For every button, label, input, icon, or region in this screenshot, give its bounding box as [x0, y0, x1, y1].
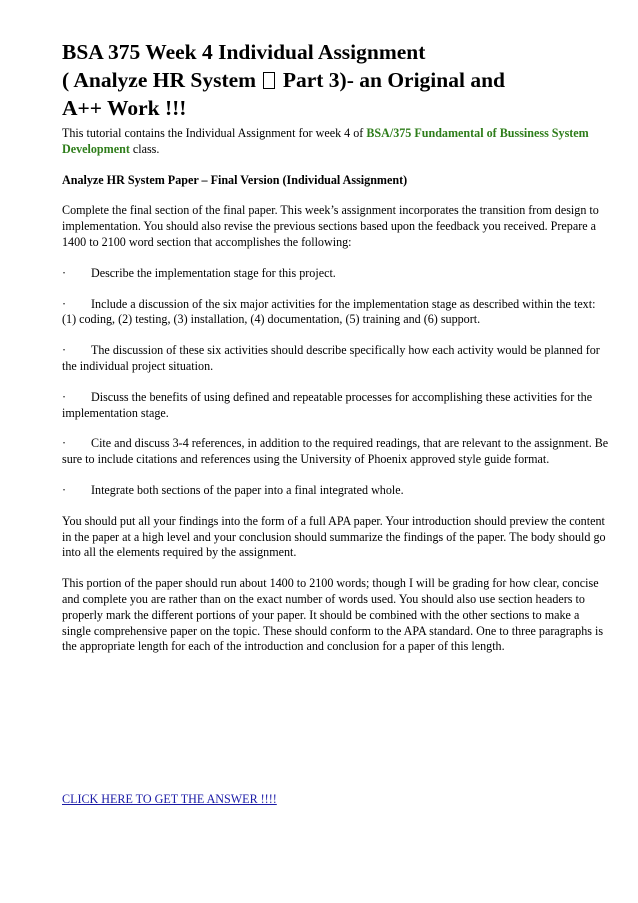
missing-glyph-box-icon: [263, 72, 275, 89]
page-title: [62, 38, 610, 122]
lead-paragraph: Complete the final section of the final paper. This week’s assignment incorporates the transition from design to implementation. You should also revise the previous sections based upon the feedback you received. Prepare a 1400 to 2100 word section that accomplishes the following:: [62, 203, 599, 249]
bullet-text: Discuss the benefits of using defined and repeatable processes for accomplishing these activities for the implementation stage.: [62, 389, 593, 420]
get-answer-link[interactable]: CLICK HERE TO GET THE ANSWER !!!!: [62, 792, 277, 806]
bullet-marker: ·: [62, 265, 67, 280]
bullet-item: [62, 297, 610, 329]
intro-text-before: This tutorial contains the Individual Assignment for week 4 of: [62, 126, 367, 140]
title-line-2-end: Part 3)- an Original and: [277, 68, 505, 92]
apa-paragraph: You should put all your findings into the form of a full APA paper. Your introduction should preview the content in the paper at a high level and your conclusion should summarize the findings of the paper. The body should go into all the elements required by the assignment.: [62, 513, 606, 560]
intro-text-after: class.: [129, 141, 160, 156]
bullet-item: [62, 483, 610, 499]
intro-paragraph: [62, 126, 610, 158]
assignment-subheading: Analyze HR System Paper – Final Version (Individual Assignment): [62, 172, 408, 187]
bullet-text: Include a discussion of the six major activities for the implementation stage as described within the text: (1) coding, (2) testing, (3) installation, (4) documentation, (5) training and (6) support.: [62, 296, 596, 327]
course-name: BSA/375 Fundamental of Bussiness System Development: [62, 126, 589, 156]
document-body: [62, 38, 610, 670]
title-line-2-start: ( Analyze HR System: [62, 68, 262, 92]
bullet-text: Describe the implementation stage for this project.: [91, 265, 336, 280]
bullet-text: The discussion of these six activities should describe specifically how each activity would be planned for the individual project situation.: [62, 343, 600, 373]
bullet-text: Integrate both sections of the paper into a final integrated whole.: [91, 482, 404, 497]
bullet-marker: ·: [62, 436, 67, 451]
bullet-marker: ·: [62, 343, 67, 358]
bullet-marker: ·: [62, 482, 67, 497]
bullet-marker: ·: [62, 296, 67, 311]
bullet-marker: ·: [62, 389, 67, 404]
bullet-item: [62, 266, 610, 282]
bullet-item: [62, 343, 610, 375]
bullet-text: Cite and discuss 3-4 references, in addition to the required readings, that are relevant to the assignment. Be sure to include citations and references using the University of Phoenix approved style guide format.: [62, 436, 609, 467]
length-paragraph: This portion of the paper should run about 1400 to 2100 words; though I will be grading for how clear, concise and complete you are rather than on the exact number of words used. You should also use section headers to properly mark the different portions of your paper. It should be combined with the other sections to make a single comprehensive paper on the topic. These should conform to the APA standard. One to three paragraphs is the appropriate length for each of the introduction and conclusion for a paper of this length.: [62, 576, 604, 654]
bullet-item: [62, 390, 610, 422]
bullet-item: [62, 436, 610, 468]
title-line-1: BSA 375 Week 4 Individual Assignment: [62, 40, 426, 64]
title-line-3: A++ Work !!!: [62, 96, 187, 120]
